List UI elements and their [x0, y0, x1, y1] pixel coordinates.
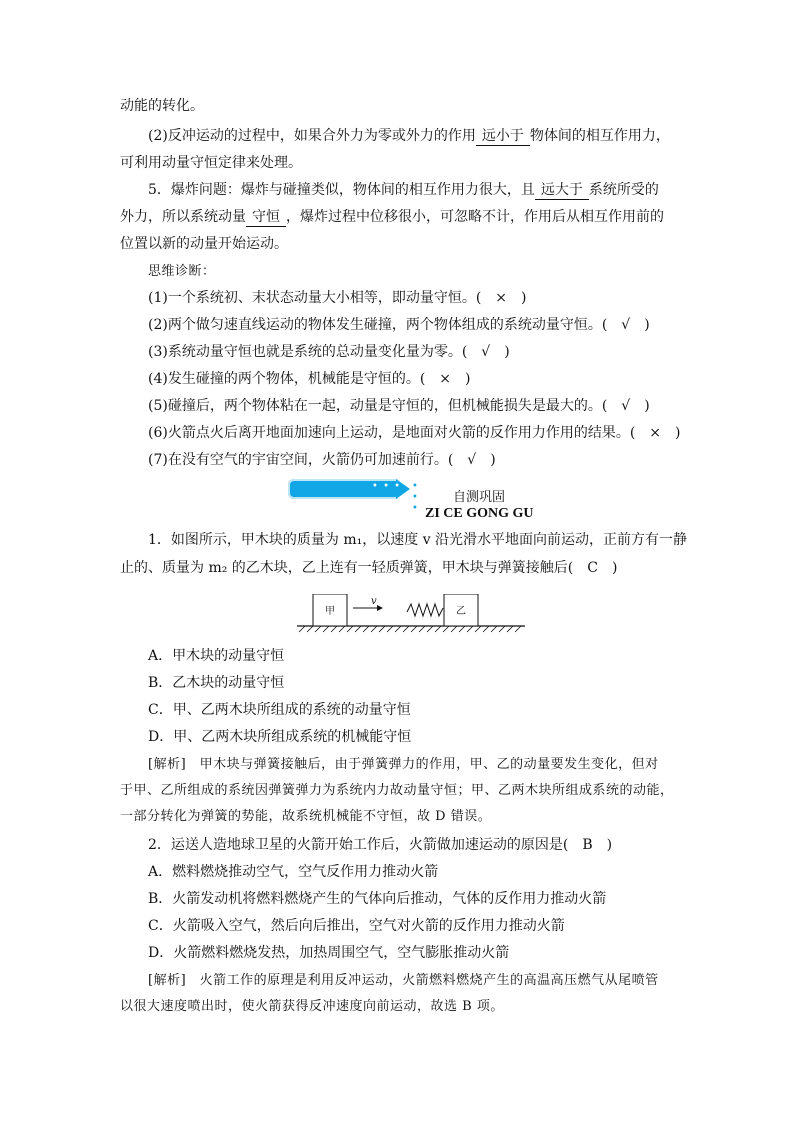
option-item: B．乙木块的动量守恒 — [148, 675, 285, 691]
banner-dots: • • • — [372, 481, 402, 492]
text-line: 位置以新的动量开始运动。 — [120, 236, 288, 252]
text-line — [148, 126, 670, 146]
analysis-line: 一部分转化为弹簧的势能，故系统机械能不守恒，故 D 错误。 — [120, 809, 492, 824]
text-line: 可利用动量守恒定律来处理。 — [120, 155, 302, 171]
text-span: 系统所受的 — [588, 182, 659, 198]
text-span: ，爆炸过程中位移很小，可忽略不计，作用后从相互作用前的 — [286, 209, 664, 225]
text-line: 动能的转化。 — [120, 98, 204, 114]
diagnosis-item: (7)在没有空气的宇宙空间，火箭仍可加速前行。( √ ) — [148, 452, 496, 468]
section-banner — [288, 479, 428, 514]
text-span: (2)反冲运动的过程中，如果合外力为零或外力的作用 — [148, 128, 476, 144]
analysis-line: [解析] 甲木块与弹簧接触后，由于弹簧弹力的作用，甲、乙的动量要发生变化，但对 — [148, 757, 659, 772]
text-span: 物体间的相互作用力， — [529, 128, 670, 144]
option-item: D．火箭燃料燃烧发热，加热周围空气，空气膨胀推动火箭 — [148, 945, 510, 961]
spring-icon — [407, 604, 443, 616]
diagnosis-item: (6)火箭点火后离开地面加速向上运动，是地面对火箭的反作用力作用的结果。( × ) — [148, 425, 681, 441]
option-item: C．火箭吸入空气，然后向后推出，空气对火箭的反作用力推动火箭 — [148, 918, 565, 934]
option-item: B．火箭发动机将燃料燃烧产生的气体向后推动，气体的反作用力推动火箭 — [148, 891, 607, 907]
banner-dots: • • • — [412, 481, 419, 514]
question-stem: 止的、质量为 m₂ 的乙木块，乙上连有一轻质弹簧，甲木块与弹簧接触后( C ) — [120, 560, 618, 576]
question-stem: 1．如图所示，甲木块的质量为 m₁，以速度 v 沿光滑水平地面向前运动，正前方有一静 — [148, 532, 688, 548]
diagnosis-title: 思维诊断： — [148, 264, 216, 279]
block-jia-label: 甲 — [325, 606, 335, 617]
diagnosis-item: (4)发生碰撞的两个物体，机械能是守恒的。( × ) — [148, 371, 471, 387]
option-item: A．甲木块的动量守恒 — [148, 648, 285, 664]
blank-answer: 远小于 — [476, 128, 530, 146]
analysis-line: 于甲、乙所组成的系统因弹簧弹力为系统内力故动量守恒；甲、乙两木块所组成系统的动能， — [120, 783, 674, 798]
arrow-head-icon — [377, 605, 383, 611]
diagnosis-item: (1)一个系统初、末状态动量大小相等，即动量守恒。( × ) — [148, 290, 527, 306]
blocks-spring-figure — [297, 594, 525, 634]
section-subtitle: ZI CE GONG GU — [425, 506, 534, 521]
option-item: D．甲、乙两木块所组成系统的机械能守恒 — [148, 729, 412, 745]
diagnosis-item: (5)碰撞后，两个物体粘在一起，动量是守恒的，但机械能损失是最大的。( √ ) — [148, 398, 650, 414]
text-line — [148, 180, 659, 200]
diagnosis-item: (2)两个做匀速直线运动的物体发生碰撞，两个物体组成的系统动量守恒。( √ ) — [148, 317, 650, 333]
analysis-line: [解析] 火箭工作的原理是利用反冲运动，火箭燃料燃烧产生的高温高压燃气从尾喷管 — [148, 973, 659, 988]
analysis-line: 以很大速度喷出时，使火箭获得反冲速度向前运动，故选 B 项。 — [120, 999, 504, 1014]
diagnosis-item: (3)系统动量守恒也就是系统的总动量变化量为零。( √ ) — [148, 344, 510, 360]
text-span: 外力，所以系统动量 — [120, 209, 246, 225]
text-span: 5．爆炸问题：爆炸与碰撞类似，物体间的相互作用力很大，且 — [148, 182, 535, 198]
option-item: C．甲、乙两木块所组成的系统的动量守恒 — [148, 702, 411, 718]
text-line — [120, 207, 664, 227]
blank-answer: 守恒 — [246, 209, 286, 227]
question-stem: 2．运送人造地球卫星的火箭开始工作后，火箭做加速运动的原因是( B ) — [148, 837, 613, 853]
option-item: A．燃料燃烧推动空气，空气反作用力推动火箭 — [148, 864, 439, 880]
ground-hatch — [299, 626, 521, 632]
block-yi-label: 乙 — [456, 606, 466, 617]
section-title: 自测巩固 — [453, 490, 506, 505]
velocity-label: v — [371, 596, 377, 607]
blank-answer: 远大于 — [535, 182, 589, 200]
